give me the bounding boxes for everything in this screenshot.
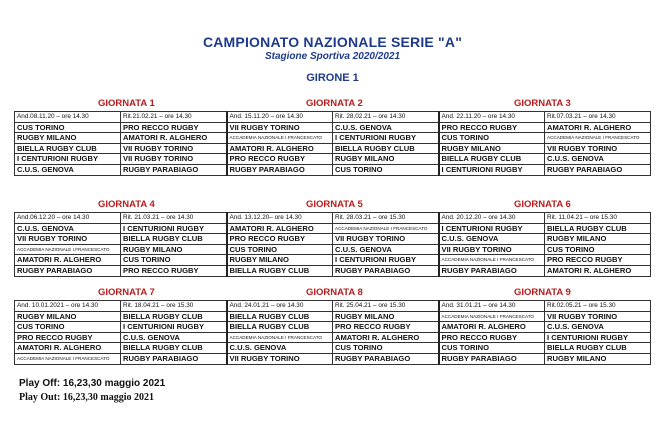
- away-team: I CENTURIONI RUGBY: [333, 133, 439, 144]
- first-leg-date: And.06.12.20 – ore 14.30: [15, 213, 121, 224]
- home-team: VII RUGBY TORINO: [439, 244, 545, 255]
- away-team: RUGBY PARABIAGO: [121, 353, 227, 364]
- first-leg-date: And. 15.11.20 – ore 14.30: [227, 112, 333, 123]
- table-row: [15, 343, 651, 354]
- away-team: RUGBY PARABIAGO: [545, 164, 651, 175]
- away-team: BIELLA RUGBY CLUB: [121, 234, 227, 245]
- away-team: ACCADEMIA NAZIONALE I FRANCESCATO: [333, 223, 439, 234]
- away-team: RUGBY MILANO: [545, 353, 651, 364]
- home-team: I CENTURIONI RUGBY: [15, 154, 121, 165]
- playoff-note: Play Off: 16,23,30 maggio 2021: [19, 378, 166, 389]
- away-team: BIELLA RUGBY CLUB: [121, 343, 227, 354]
- table-row: [15, 353, 651, 364]
- home-team: CUS TORINO: [15, 322, 121, 333]
- return-leg-date: Rit. 21.03.21 – ore 14.30: [121, 213, 227, 224]
- fixtures-table: [14, 111, 651, 176]
- table-row: [15, 164, 651, 175]
- table-row: [15, 223, 651, 234]
- home-team: PRO RECCO RUGBY: [439, 122, 545, 133]
- table-row: [15, 311, 651, 322]
- fixtures-table: [14, 300, 651, 365]
- dates-row: [15, 213, 651, 224]
- table-row: [15, 133, 651, 144]
- table-row: [15, 322, 651, 333]
- away-team: AMATORI R. ALGHERO: [545, 265, 651, 276]
- round-titles: [14, 98, 651, 111]
- away-team: BIELLA RUGBY CLUB: [545, 223, 651, 234]
- round-title: GIORNATA 7: [98, 287, 155, 298]
- home-team: CUS TORINO: [227, 244, 333, 255]
- away-team: RUGBY PARABIAGO: [121, 164, 227, 175]
- first-leg-date: And. 13.12.20– ore 14.30: [227, 213, 333, 224]
- away-team: BIELLA RUGBY CLUB: [545, 343, 651, 354]
- away-team: VII RUGBY TORINO: [545, 311, 651, 322]
- home-team: ACCADEMIA NAZIONALE I.FRANCESCATO: [15, 244, 121, 255]
- round-title: GIORNATA 5: [306, 199, 363, 210]
- away-team: VII RUGBY TORINO: [121, 143, 227, 154]
- away-team: C.U.S. GENOVA: [333, 244, 439, 255]
- away-team: AMATORI R. ALGHERO: [333, 332, 439, 343]
- home-team: AMATORI R. ALGHERO: [227, 143, 333, 154]
- away-team: C.U.S. GENOVA: [545, 322, 651, 333]
- away-team: C.U.S. GENOVA: [545, 154, 651, 165]
- home-team: PRO RECCO RUGBY: [439, 332, 545, 343]
- home-team: C.U.S. GENOVA: [15, 223, 121, 234]
- home-team: VII RUGBY TORINO: [227, 122, 333, 133]
- rounds-block-3: [14, 287, 651, 365]
- away-team: VII RUGBY TORINO: [545, 143, 651, 154]
- round-titles: [14, 199, 651, 212]
- home-team: RUGBY MILANO: [227, 255, 333, 266]
- home-team: RUGBY MILANO: [439, 143, 545, 154]
- return-leg-date: Rit.07.03.21 – ore 14.30: [545, 112, 651, 123]
- away-team: RUGBY MILANO: [333, 311, 439, 322]
- away-team: C.U.S. GENOVA: [333, 122, 439, 133]
- round-title: GIORNATA 4: [98, 199, 155, 210]
- first-leg-date: And. 22.11.20 – ore 14.30: [439, 112, 545, 123]
- home-team: PRO RECCO RUGBY: [227, 234, 333, 245]
- away-team: AMATORI R. ALGHERO: [545, 122, 651, 133]
- season-subtitle: Stagione Sportiva 2020/2021: [264, 51, 401, 62]
- home-team: BIELLA RUGBY CLUB: [227, 265, 333, 276]
- home-team: CUS TORINO: [15, 122, 121, 133]
- table-row: [15, 122, 651, 133]
- home-team: PRO RECCO RUGBY: [15, 332, 121, 343]
- round-title: GIORNATA 2: [306, 98, 363, 109]
- first-leg-date: And. 20.12.20 – ore 14.30: [439, 213, 545, 224]
- return-leg-date: Rit.21.02.21 – ore 14.30: [121, 112, 227, 123]
- round-title: GIORNATA 8: [306, 287, 363, 298]
- page-title: CAMPIONATO NAZIONALE SERIE "A": [202, 34, 463, 50]
- home-team: VII RUGBY TORINO: [15, 234, 121, 245]
- home-team: AMATORI R. ALGHERO: [15, 343, 121, 354]
- home-team: RUGBY PARABIAGO: [15, 265, 121, 276]
- home-team: RUGBY MILANO: [15, 133, 121, 144]
- home-team: RUGBY MILANO: [15, 311, 121, 322]
- home-team: RUGBY PARABIAGO: [439, 353, 545, 364]
- home-team: AMATORI R. ALGHERO: [227, 223, 333, 234]
- away-team: CUS TORINO: [333, 164, 439, 175]
- return-leg-date: Rit. 11.04.21 – ore 15.30: [545, 213, 651, 224]
- group-label: GIRONE 1: [306, 72, 359, 84]
- first-leg-date: And. 31.01.21 – ore 14.30: [439, 301, 545, 312]
- table-row: [15, 154, 651, 165]
- return-leg-date: Rit. 28.02.21 – ore 14.30: [333, 112, 439, 123]
- home-team: RUGBY PARABIAGO: [227, 164, 333, 175]
- playout-note: Play Out: 16,23,30 maggio 2021: [19, 392, 154, 403]
- away-team: I CENTURIONI RUGBY: [545, 332, 651, 343]
- table-row: [15, 244, 651, 255]
- away-team: PRO RECCO RUGBY: [545, 255, 651, 266]
- home-team: BIELLA RUGBY CLUB: [227, 311, 333, 322]
- table-row: [15, 265, 651, 276]
- dates-row: [15, 301, 651, 312]
- rounds-block-1: [14, 98, 651, 176]
- return-leg-date: Rit.02.05.21 – ore 15.30: [545, 301, 651, 312]
- first-leg-date: And. 24.01.21 – ore 14.30: [227, 301, 333, 312]
- home-team: PRO RECCO RUGBY: [227, 154, 333, 165]
- away-team: VII RUGBY TORINO: [121, 154, 227, 165]
- away-team: RUGBY MILANO: [333, 154, 439, 165]
- home-team: CUS TORINO: [439, 343, 545, 354]
- away-team: CUS TORINO: [545, 244, 651, 255]
- away-team: RUGBY MILANO: [545, 234, 651, 245]
- home-team: C.U.S. GENOVA: [15, 164, 121, 175]
- away-team: CUS TORINO: [121, 255, 227, 266]
- away-team: RUGBY PARABIAGO: [333, 265, 439, 276]
- table-row: [15, 255, 651, 266]
- table-row: [15, 332, 651, 343]
- home-team: ACCADEMIA NAZIONALE I.FRANCESCATO: [227, 133, 333, 144]
- away-team: C.U.S. GENOVA: [121, 332, 227, 343]
- home-team: ACCADEMIA NAZIONALE I FRANCESCATO: [227, 332, 333, 343]
- home-team: ACCADEMIA NAZIONALE I FRANCESCATO: [439, 255, 545, 266]
- table-row: [15, 234, 651, 245]
- home-team: AMATORI R. ALGHERO: [15, 255, 121, 266]
- away-team: ACCADEMIA NAZIONALE I FRANCESCATO: [545, 133, 651, 144]
- home-team: ACCADEMIA NAZIONALE I FRANCESCATO: [439, 311, 545, 322]
- home-team: BIELLA RUGBY CLUB: [15, 143, 121, 154]
- round-titles: [14, 287, 651, 300]
- home-team: AMATORI R. ALGHERO: [439, 322, 545, 333]
- away-team: I CENTURIONI RUGBY: [333, 255, 439, 266]
- table-row: [15, 143, 651, 154]
- home-team: BIELLA RUGBY CLUB: [439, 154, 545, 165]
- fixtures-table: [14, 212, 651, 277]
- dates-row: [15, 112, 651, 123]
- away-team: PRO RECCO RUGBY: [121, 265, 227, 276]
- rounds-block-2: [14, 199, 651, 277]
- away-team: CUS TORINO: [333, 343, 439, 354]
- away-team: I CENTURIONI RUGBY: [121, 322, 227, 333]
- first-leg-date: And.08.11.20 – ore 14.30: [15, 112, 121, 123]
- away-team: PRO RECCO RUGBY: [333, 322, 439, 333]
- away-team: AMATORI R. ALGHERO: [121, 133, 227, 144]
- away-team: PRO RECCO RUGBY: [121, 122, 227, 133]
- home-team: I CENTURIONI RUGBY: [439, 164, 545, 175]
- first-leg-date: And. 10.01.2021 – ore 14.30: [15, 301, 121, 312]
- away-team: BIELLA RUGBY CLUB: [333, 143, 439, 154]
- home-team: C.U.S. GENOVA: [439, 234, 545, 245]
- home-team: ACCADEMIA NAZIONALE I FRANCESCATO: [15, 353, 121, 364]
- away-team: BIELLA RUGBY CLUB: [121, 311, 227, 322]
- home-team: BIELLA RUGBY CLUB: [227, 322, 333, 333]
- away-team: I CENTURIONI RUGBY: [121, 223, 227, 234]
- away-team: RUGBY PARABIAGO: [333, 353, 439, 364]
- away-team: RUGBY MILANO: [121, 244, 227, 255]
- round-title: GIORNATA 3: [514, 98, 571, 109]
- return-leg-date: Rit. 25.04.21 – ore 15.30: [333, 301, 439, 312]
- home-team: CUS TORINO: [439, 133, 545, 144]
- home-team: VII RUGBY TORINO: [227, 353, 333, 364]
- round-title: GIORNATA 1: [98, 98, 155, 109]
- home-team: RUGBY PARABIAGO: [439, 265, 545, 276]
- return-leg-date: Rit. 18.04.21 – ore 15.30: [121, 301, 227, 312]
- round-title: GIORNATA 9: [514, 287, 571, 298]
- home-team: C.U.S. GENOVA: [227, 343, 333, 354]
- home-team: I CENTURIONI RUGBY: [439, 223, 545, 234]
- return-leg-date: Rit. 28.03.21 – ore 15.30: [333, 213, 439, 224]
- round-title: GIORNATA 6: [514, 199, 571, 210]
- away-team: VII RUGBY TORINO: [333, 234, 439, 245]
